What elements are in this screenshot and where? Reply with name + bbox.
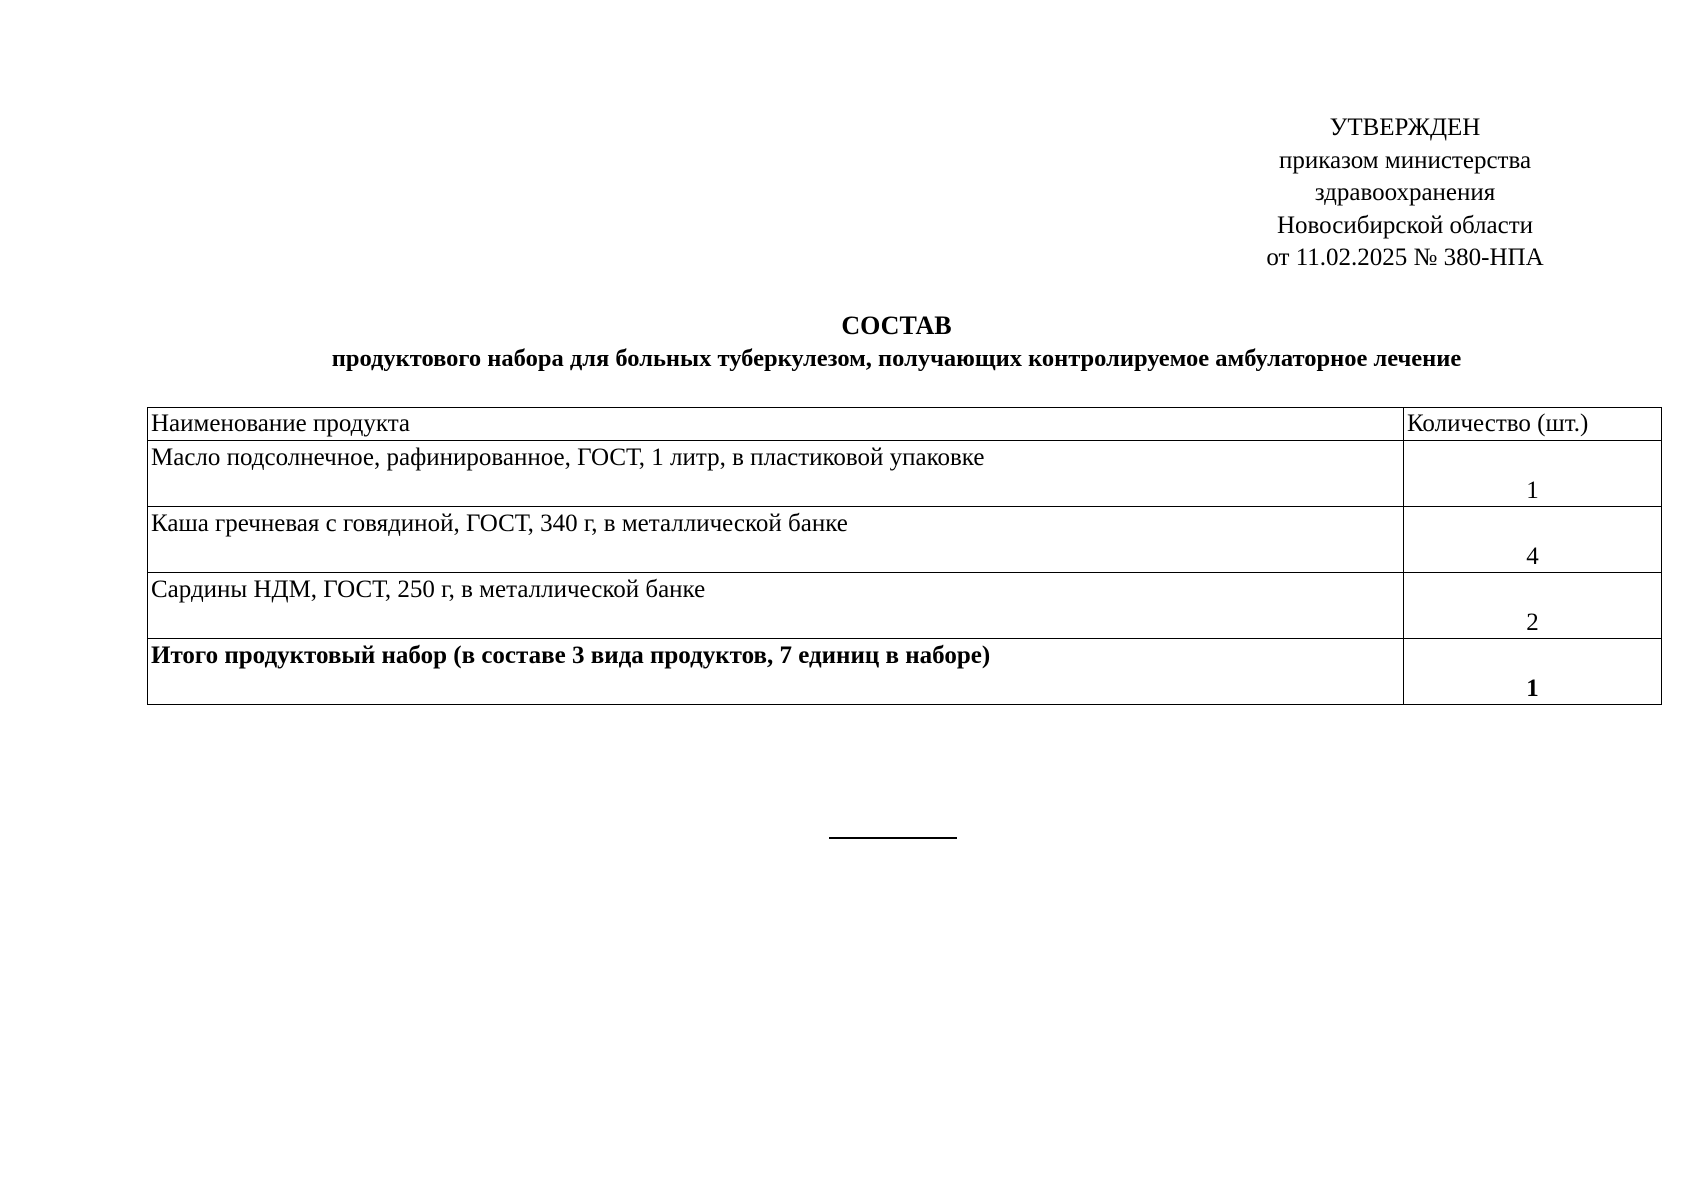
product-quantity: 4	[1526, 543, 1539, 570]
product-name-cell	[148, 507, 1404, 573]
approval-line-ministry: здравоохранения	[1314, 179, 1496, 206]
document-title: СОСТАВ	[841, 311, 952, 340]
product-quantity: 2	[1526, 609, 1539, 636]
approval-line-order: приказом министерства	[1278, 146, 1532, 174]
total-name-cell	[148, 639, 1404, 705]
header-cell-quantity	[1404, 408, 1662, 441]
header-quantity-label: Количество (шт.)	[1407, 410, 1589, 437]
product-quantity-cell	[1404, 441, 1662, 507]
total-quantity-cell	[1404, 639, 1662, 705]
approval-line-approved: УТВЕРЖДЕН	[1329, 114, 1481, 141]
table-header-row	[148, 408, 1662, 441]
document-heading	[0, 309, 1697, 375]
product-name-cell	[148, 441, 1404, 507]
header-name-label: Наименование продукта	[151, 410, 411, 437]
total-label: Итого продуктовый набор (в составе 3 вида продуктов, 7 единиц в наборе)	[151, 642, 991, 669]
table-row	[148, 573, 1662, 639]
approval-line-region: Новосибирской области	[1276, 211, 1534, 239]
product-name: Масло подсолнечное, рафинированное, ГОСТ, 1 литр, в пластиковой упаковке	[151, 444, 985, 471]
approval-line-date-number: от 11.02.2025 № 380-НПА	[1266, 244, 1544, 271]
products-table	[147, 407, 1662, 705]
product-quantity-cell	[1404, 573, 1662, 639]
product-name-cell	[148, 573, 1404, 639]
product-quantity-cell	[1404, 507, 1662, 573]
footer-divider-line	[829, 837, 957, 839]
table-total-row	[148, 639, 1662, 705]
product-name: Сардины НДМ, ГОСТ, 250 г, в металлической банке	[151, 576, 706, 603]
table-row	[148, 507, 1662, 573]
document-subtitle: продуктового набора для больных туберкулезом, получающих контролируемое амбулаторное лечение	[331, 345, 1462, 372]
approval-stamp	[1205, 112, 1605, 275]
table-row	[148, 441, 1662, 507]
header-cell-name	[148, 408, 1404, 441]
total-quantity: 1	[1526, 675, 1539, 702]
product-name: Каша гречневая с говядиной, ГОСТ, 340 г, в металлической банке	[151, 510, 848, 537]
product-quantity: 1	[1526, 477, 1539, 504]
